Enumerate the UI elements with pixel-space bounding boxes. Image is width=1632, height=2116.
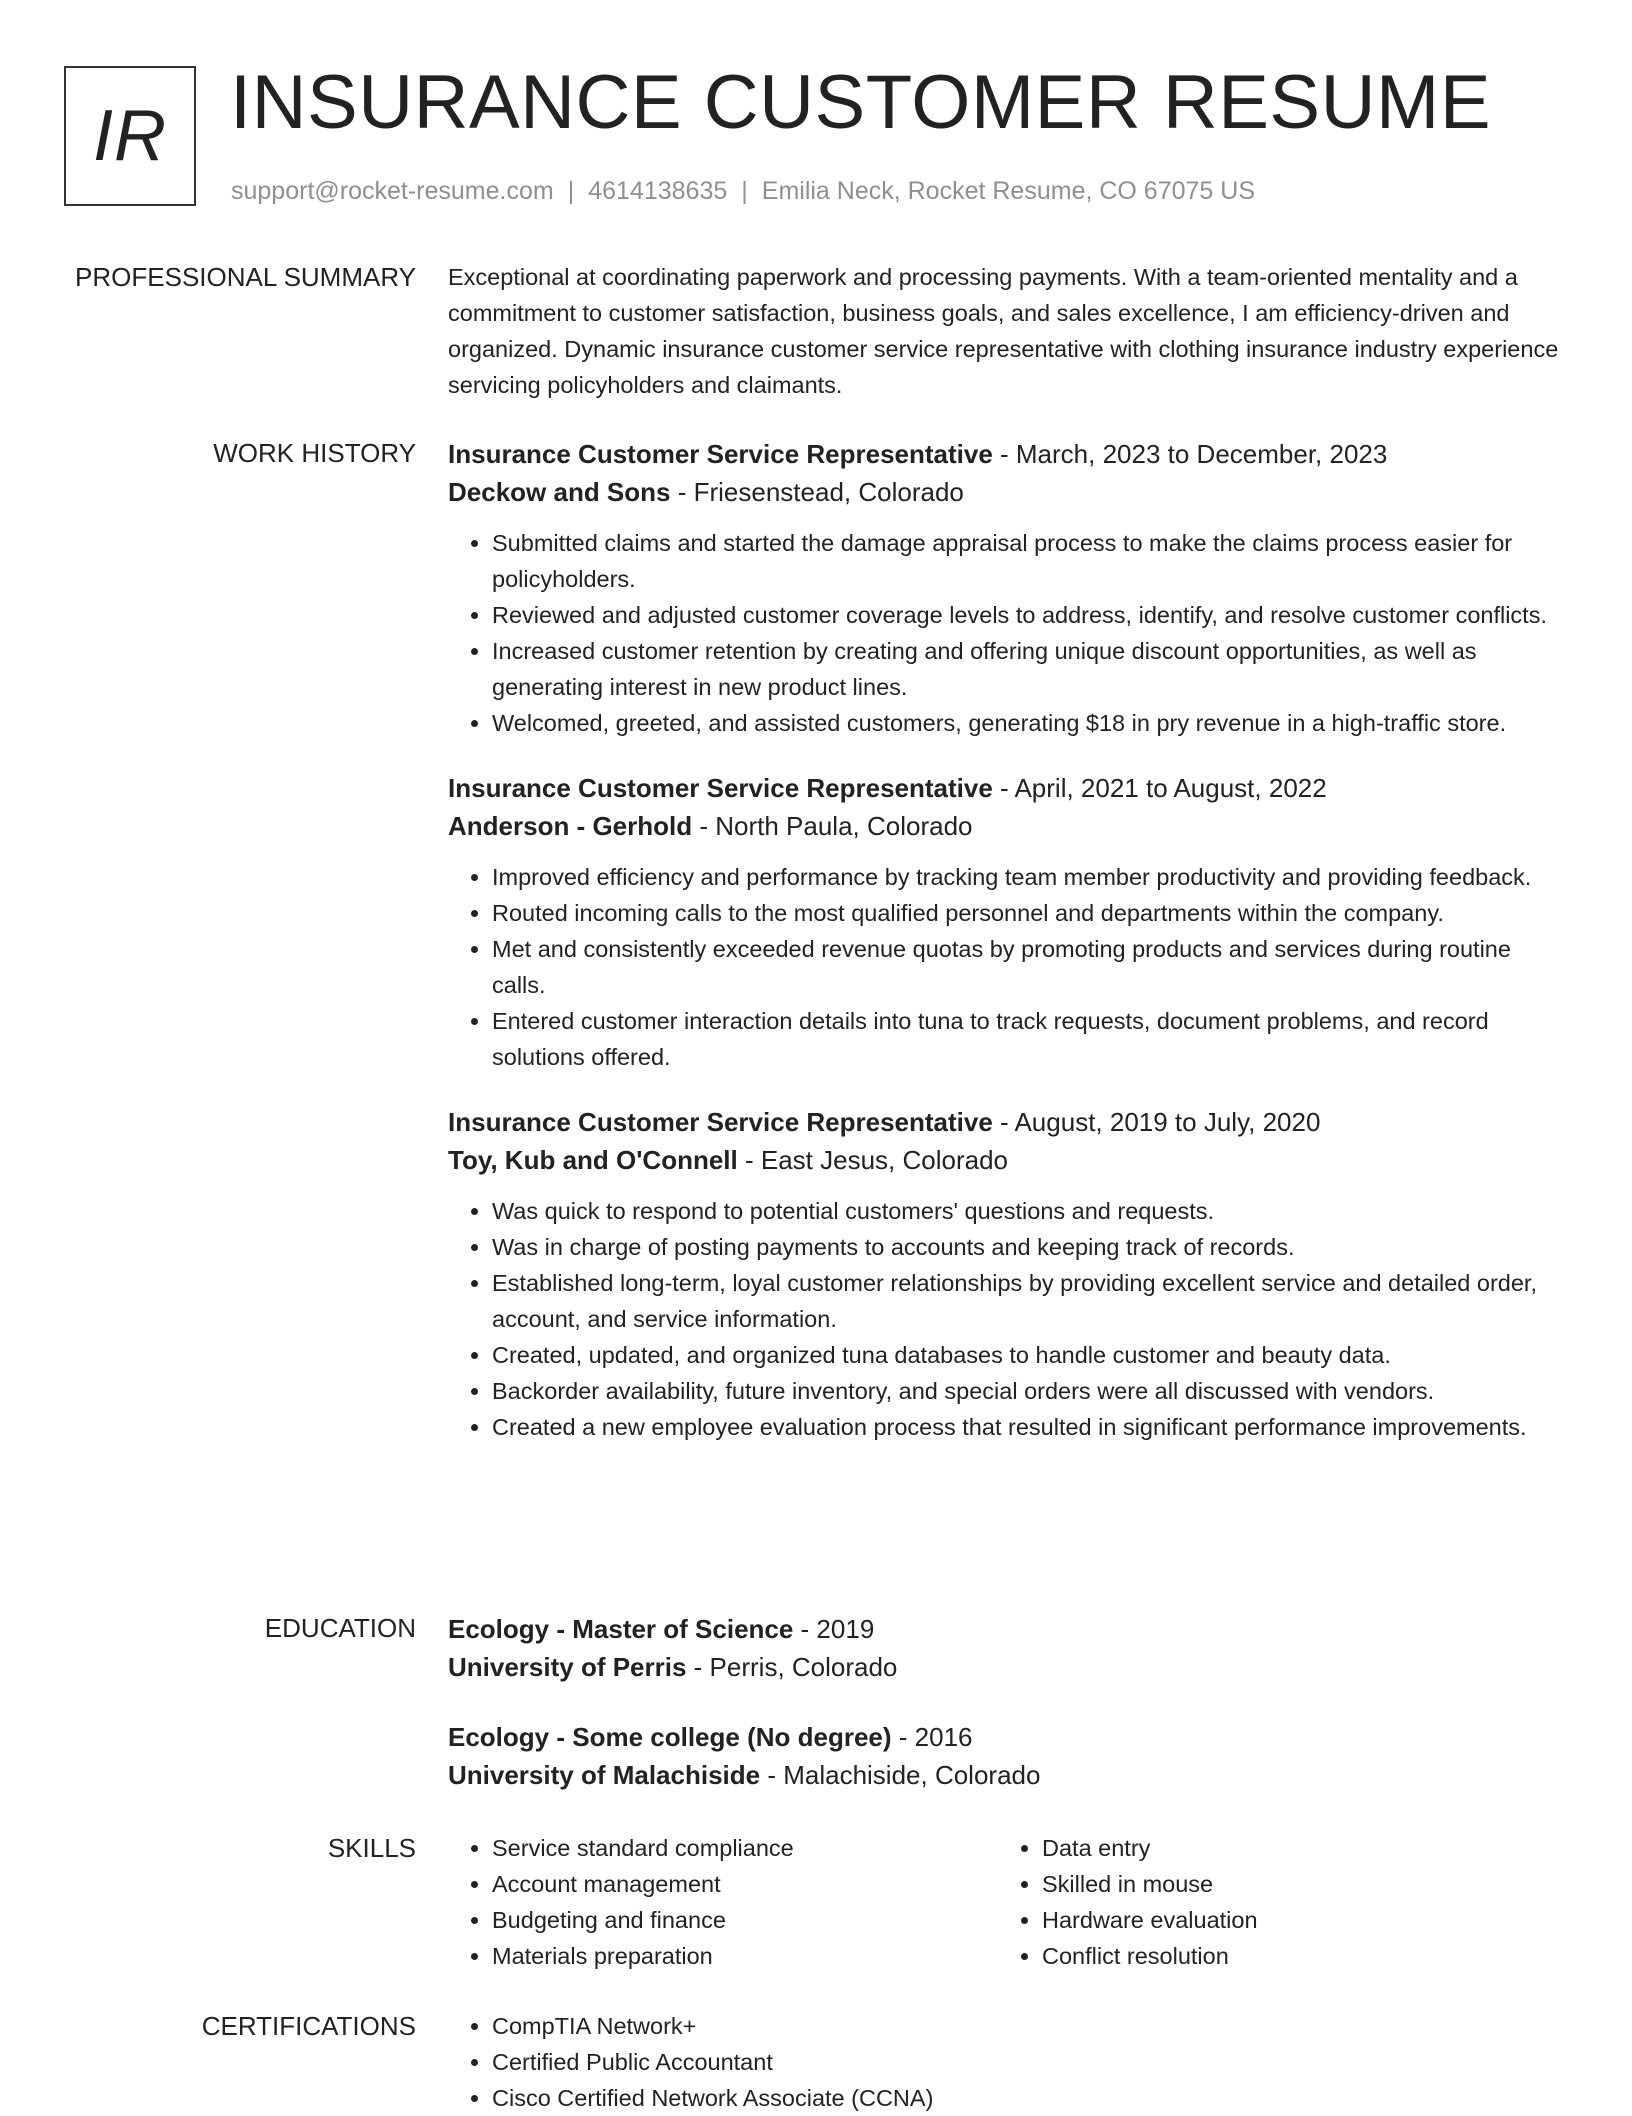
job-bullet: • Increased customer retention by creating and offering unique discount opportunities, as well as generating interest in new product lines. — [492, 633, 1568, 705]
contact-address: Emilia Neck, Rocket Resume, CO 67075 US — [761, 177, 1256, 205]
job-bullet: • Was quick to respond to potential customers' questions and requests. — [492, 1193, 1568, 1229]
job-company: Deckow and Sons — [448, 477, 671, 507]
skill-item: • Account management — [492, 1866, 998, 1902]
degree-year: - 2016 — [891, 1722, 973, 1752]
job-bullet: • Reviewed and adjusted customer coverage levels to address, identify, and resolve customer conflicts. — [492, 597, 1568, 633]
contact-separator: | — [567, 177, 575, 205]
skill-item: • Materials preparation — [492, 1938, 998, 1974]
resume-title: INSURANCE CUSTOMER RESUME — [230, 60, 1492, 145]
job-company-line — [448, 1141, 1568, 1179]
job-location: - Friesenstead, Colorado — [670, 477, 964, 507]
section-label-skills: SKILLS — [327, 1833, 416, 1863]
job-bullet: • Backorder availability, future inventory, and special orders were all discussed with vendors. — [492, 1373, 1568, 1409]
job-title: Insurance Customer Service Representative — [448, 439, 993, 469]
skills-list — [448, 1830, 998, 1974]
contact-phone[interactable]: 4614138635 — [588, 177, 728, 205]
contact-line — [231, 174, 1255, 208]
job-entry — [448, 435, 1568, 741]
job-bullets — [448, 1193, 1568, 1445]
skill-item: • Budgeting and finance — [492, 1902, 998, 1938]
skill-item: • Data entry — [1042, 1830, 1548, 1866]
section-label-work-history: WORK HISTORY — [213, 438, 416, 468]
contact-email[interactable]: support@rocket-resume.com — [231, 177, 554, 205]
job-title: Insurance Customer Service Representative — [448, 773, 993, 803]
section-label-education: EDUCATION — [264, 1613, 416, 1643]
certification-item: • Cisco Certified Network Associate (CCNA) — [492, 2080, 1568, 2116]
skills-columns — [448, 1830, 1568, 1974]
job-bullets — [448, 525, 1568, 741]
job-title-line — [448, 1103, 1568, 1141]
school: University of Malachiside — [448, 1760, 761, 1790]
skills-list — [998, 1830, 1548, 1974]
job-title: Insurance Customer Service Representative — [448, 1107, 993, 1137]
degree-line — [448, 1610, 1568, 1648]
job-bullet: • Improved efficiency and performance by tracking team member productivity and providing feedback. — [492, 859, 1568, 895]
job-bullet: • Was in charge of posting payments to accounts and keeping track of records. — [492, 1229, 1568, 1265]
job-entry — [448, 769, 1568, 1075]
job-company-line — [448, 473, 1568, 511]
school-location: - Malachiside, Colorado — [760, 1760, 1041, 1790]
school-location: - Perris, Colorado — [686, 1652, 898, 1682]
job-dates: - April, 2021 to August, 2022 — [992, 773, 1327, 803]
job-bullet: • Entered customer interaction details into tuna to track requests, document problems, and record solutions offered. — [492, 1003, 1568, 1075]
job-company: Anderson - Gerhold — [448, 811, 693, 841]
job-company: Toy, Kub and O'Connell — [448, 1145, 738, 1175]
degree-line — [448, 1718, 1568, 1756]
skill-item: • Hardware evaluation — [1042, 1902, 1548, 1938]
job-bullet: • Created, updated, and organized tuna databases to handle customer and beauty data. — [492, 1337, 1568, 1373]
degree-year: - 2019 — [793, 1614, 875, 1644]
job-location: - East Jesus, Colorado — [737, 1145, 1008, 1175]
job-entry — [448, 1103, 1568, 1445]
education-entry — [448, 1610, 1568, 1686]
certifications-list — [448, 2008, 1568, 2116]
job-title-line — [448, 435, 1568, 473]
job-location: - North Paula, Colorado — [692, 811, 973, 841]
job-dates: - March, 2023 to December, 2023 — [992, 439, 1388, 469]
skill-item: • Skilled in mouse — [1042, 1866, 1548, 1902]
job-bullets — [448, 859, 1568, 1075]
school-line — [448, 1648, 1568, 1686]
degree: Ecology - Master of Science — [448, 1614, 794, 1644]
section-label-summary: PROFESSIONAL SUMMARY — [75, 262, 416, 292]
school: University of Perris — [448, 1652, 687, 1682]
school-line — [448, 1756, 1568, 1794]
certification-item: • Certified Public Accountant — [492, 2044, 1568, 2080]
summary-text: Exceptional at coordinating paperwork and processing payments. With a team-oriented mentality and a commitment to customer satisfaction, business goals, and sales excellence, I am efficiency-driven and organized. Dynamic insurance customer service representative with clothing insurance industry experience servicing policyholders and claimants. — [448, 264, 1559, 398]
job-bullet: • Met and consistently exceeded revenue quotas by promoting products and services during routine calls. — [492, 931, 1568, 1003]
job-bullet: • Routed incoming calls to the most qualified personnel and departments within the company. — [492, 895, 1568, 931]
education-entry — [448, 1718, 1568, 1794]
certification-item: • CompTIA Network+ — [492, 2008, 1568, 2044]
degree: Ecology - Some college (No degree) — [448, 1722, 892, 1752]
job-company-line — [448, 807, 1568, 845]
job-bullet: • Submitted claims and started the damage appraisal process to make the claims process easier for policyholders. — [492, 525, 1568, 597]
monogram-logo: IR — [64, 66, 196, 206]
job-title-line — [448, 769, 1568, 807]
skill-item: • Conflict resolution — [1042, 1938, 1548, 1974]
skills-column-left — [448, 1830, 998, 1974]
section-label-certifications: CERTIFICATIONS — [201, 2011, 416, 2041]
job-bullet: • Created a new employee evaluation process that resulted in significant performance improvements. — [492, 1409, 1568, 1445]
job-bullet: • Established long-term, loyal customer relationships by providing excellent service and detailed order, account, and service information. — [492, 1265, 1568, 1337]
contact-separator: | — [741, 177, 748, 205]
skill-item: • Service standard compliance — [492, 1830, 998, 1866]
job-bullet: • Welcomed, greeted, and assisted customers, generating $18 in pry revenue in a high-traffic store. — [492, 705, 1568, 741]
job-dates: - August, 2019 to July, 2020 — [992, 1107, 1321, 1137]
skills-column-right — [998, 1830, 1548, 1974]
